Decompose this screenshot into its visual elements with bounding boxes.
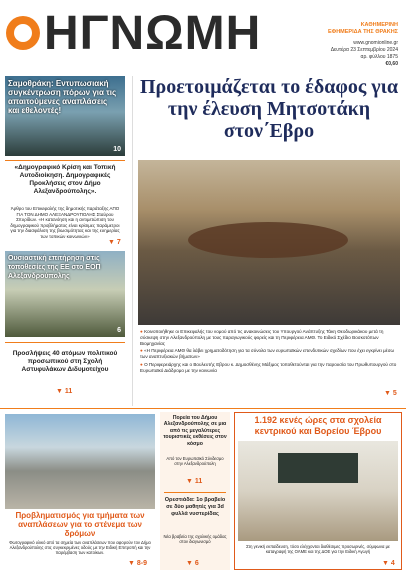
- left-mid-caption: Ουσιαστική επιτήρηση στις τοποθεσίες της ΕΕ στο ΕΟΠ Αλεξανδρούπολης: [8, 255, 101, 280]
- lead-bullet: ● «Η Περιφέρεια ΑΜΘ θα λάβει χρηματοδότηση για τα σύνολα των ευρωπαϊκών επενδυτικών σχεδίων που έχει εγκρίνει μέσω των αναπτυξιακών βήματων»: [140, 348, 395, 360]
- lead-bullet: ● Κοινοποιήθηκε οι Επικεφαλής του νομού από τις ανακοινώσεις του Υπουργού Ανάπτυξης Τάκη Θεοδωρικάκου μετά τη σύσκεψη στην Αλεξανδρούπολη με τους παραγωγικούς φορείς και τη Περιφέρεια ΑΜΘ. Το Ειδικό Σχέδιο Βοσκοτόπων Βιομηχανίας: [140, 329, 384, 346]
- left-bottom-page: ▼ 11: [56, 388, 73, 395]
- left-mid-page: 6: [117, 327, 121, 334]
- bottom-right-page: ▼ 4: [382, 560, 395, 567]
- bottom-right-body: Στη γενική εκπαίδευση, τόσο ελέγχονται διαθέσιμες προσωρινές, σύμφωνα με καταγραφή της ΟΛΜΕ και της ΔΟΕ για την Ειδική Αγωγή: [246, 544, 390, 555]
- bottom-right-headline[interactable]: 1.192 κενές ώρες στα σχολεία κεντρικού και Βορείου Έβρου: [254, 415, 382, 436]
- conference-table: [188, 222, 348, 258]
- header-date: Δευτέρα 23 Σεπτεμβρίου 2024: [330, 47, 398, 53]
- left-quote-page: ▼ 7: [108, 239, 121, 246]
- column-divider: [132, 76, 133, 406]
- bottom-mid1-body: Από τον Ευρωπαϊκό Σύνδεσμο στην Αλεξανδρούπολη: [166, 456, 224, 467]
- divider: [164, 492, 226, 493]
- lead-photo[interactable]: [138, 160, 400, 325]
- header-issue: αρ. φύλλου 1875: [360, 54, 398, 60]
- divider: [5, 160, 125, 161]
- bottom-mid2-body: Νέα βραβεία της σχολικής ομάδας στον διαγωνισμό: [163, 534, 227, 545]
- bottom-right-photo[interactable]: [238, 441, 398, 541]
- section-divider: [0, 408, 406, 409]
- bottom-mid1-title[interactable]: Πορεία του Δήμου Αλεξανδρούπολης σε μια από τις μεγαλύτερες τουριστικές εκθέσεις στον κόσμο: [163, 415, 227, 447]
- bottom-mid2-page: ▼ 6: [186, 560, 199, 567]
- left-top-page: 10: [113, 146, 121, 153]
- header-website[interactable]: www.gnomionline.gr: [353, 40, 398, 46]
- left-bottom-title[interactable]: Προσλήψεις 40 ατόμων πολιτικού προσωπικού στη Σχολή Αστυφυλάκων Διδυμοτείχου: [12, 350, 118, 373]
- bottom-mid2-title[interactable]: Ορεστιάδα: 1ο βραβείο σε δύο μαθητές για 3d φυλλά νυστερίδας: [164, 497, 226, 517]
- left-top-photo[interactable]: [5, 76, 125, 156]
- blackboard: [278, 453, 358, 483]
- lead-page: ▼ 5: [384, 390, 397, 397]
- bottom-left-photo[interactable]: [5, 414, 155, 509]
- left-top-caption: Σαμοθράκη: Εντυπωσιακή συγκέντρωση πόρων για τις απαιτούμενες αναπλάσεις και εθελοντές!: [8, 79, 117, 115]
- left-quote-title[interactable]: «Δημογραφικό Κρίση και Τοπική Αυτοδιοίκηση. Δημογραφικές Προκλήσεις στον Δήμο Αλεξανδρούπολης».: [14, 164, 116, 195]
- header-price: €0,60: [385, 61, 398, 67]
- bottom-mid1-page: ▼ 11: [186, 478, 203, 485]
- bottom-left-page: ▼ 8-9: [128, 560, 147, 567]
- left-mid-photo[interactable]: [5, 251, 125, 337]
- lead-bullet: ● Ο Περιφερειάρχης και ο Βουλευτής Εβρου κ. Δημοσθένης Μάξιμος τοποθετούνται για την παρουσία του Πρωθυπουργού στο Ευρωπαϊκό Διάδρομο με την κοινωνία: [140, 361, 397, 373]
- masthead-title: ΗΓΝΩΜΗ: [44, 7, 262, 60]
- left-quote-body: Άρθρο του Επικεφαλής της δημοτικής παράταξης ΑΠΟ ΓΙΑ ΤΟΝ ΔΗΜΟ ΑΛΕΞΑΝΔΡΟΥΠΟΛΗΣ Σταύρου Σπυρίδων. «Η κατανόηση και η αντιμετώπιση του δημογραφικού προβλήματος είναι κρίσιμες παράμετροι για την διασφάλιση της βιωσιμότητας και της ευημερίας των τοπικών κοινωνιών»: [10, 206, 120, 239]
- divider: [5, 342, 125, 343]
- logo-icon-inner: [14, 24, 32, 42]
- bottom-left-headline[interactable]: Προβληματισμός για τμήματα των αναπλάσεων για το στένεμα των δρόμων: [15, 511, 145, 538]
- lead-bullets: [140, 329, 398, 374]
- header-line2: ΕΦΗΜΕΡΙΔΑ ΤΗΣ ΘΡΑΚΗΣ: [328, 29, 398, 35]
- bottom-left-body: Φωτογραφικό υλικό από τα σημεία των αναπλάσεων που αφορούν τον Δήμο Αλεξανδρούπολης στις συγκεκριμένες οδούς με την Ειδική Επιτροπή και την παρέμβαση των κατοίκων.: [9, 540, 151, 556]
- lead-headline[interactable]: Προετοιμάζεται το έδαφος για την έλευση Μητσοτάκη στον΄Εβρο: [139, 76, 399, 142]
- header-line1: ΚΑΘΗΜΕΡΙΝΗ: [360, 22, 398, 28]
